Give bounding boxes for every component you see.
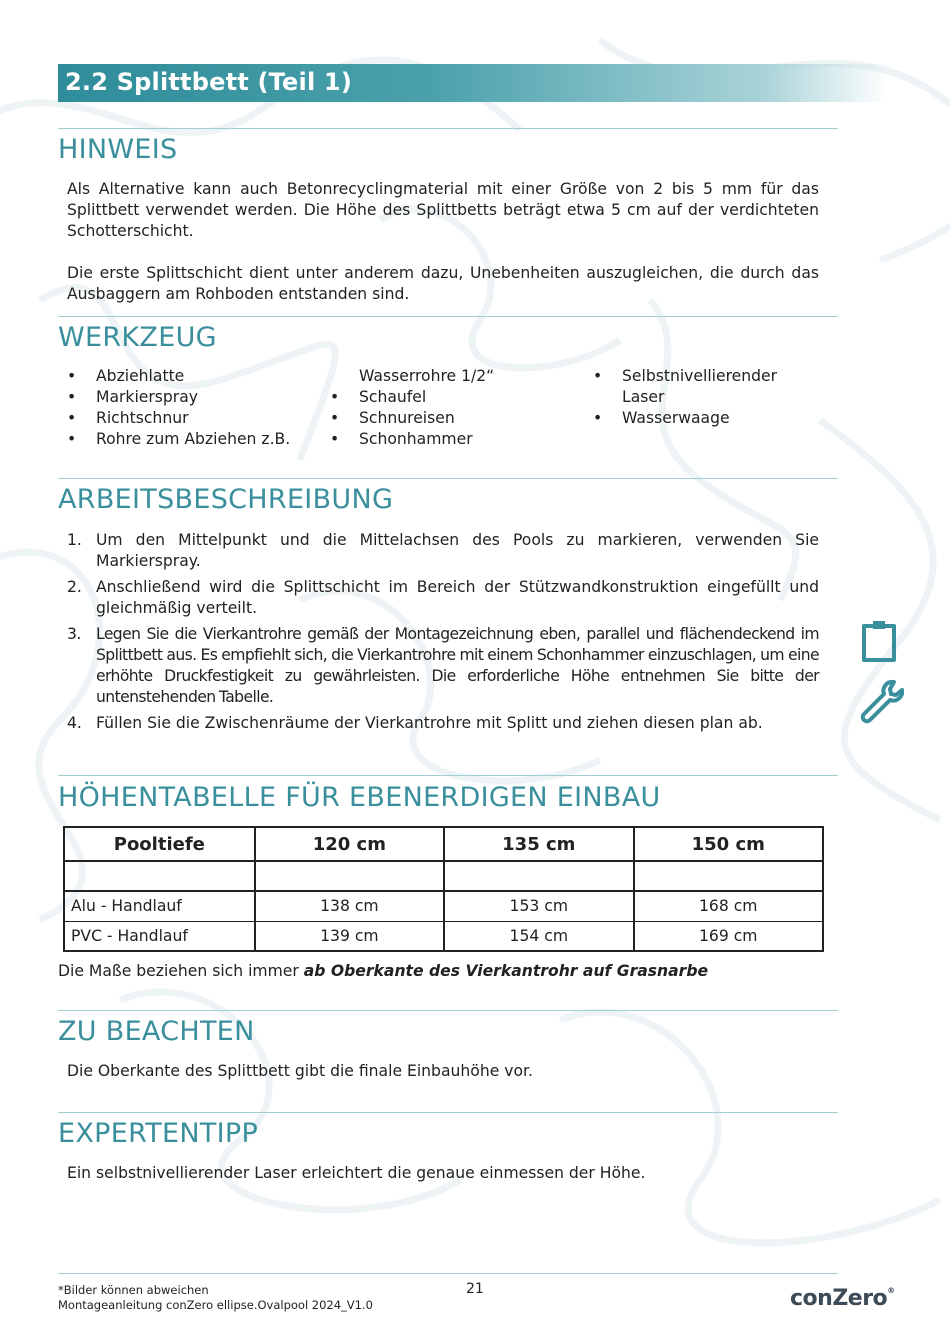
footer-divider bbox=[58, 1273, 838, 1274]
expertentipp-heading: EXPERTENTIPP bbox=[58, 1118, 259, 1149]
table-cell: 168 cm bbox=[634, 891, 823, 921]
section-divider bbox=[58, 128, 838, 129]
step-item bbox=[67, 713, 819, 734]
tool-list-column-1 bbox=[67, 366, 317, 450]
zu-beachten-heading: ZU BEACHTEN bbox=[58, 1016, 255, 1047]
list-item: • Schonhammer bbox=[330, 430, 473, 448]
list-item: • Selbstnivellierender Laser bbox=[593, 367, 778, 406]
section-divider bbox=[58, 478, 838, 479]
section-divider bbox=[58, 1112, 838, 1113]
step-text: Um den Mittelpunkt und die Mittelachsen des Pools zu markieren, verwenden Sie Markierspray. bbox=[96, 531, 819, 570]
table-row-empty bbox=[64, 861, 823, 891]
table-row bbox=[64, 891, 823, 921]
table-note-text: Die Maße beziehen sich immer bbox=[58, 962, 304, 980]
step-number: 1. bbox=[67, 531, 82, 549]
table-cell: Alu - Handlauf bbox=[64, 891, 255, 921]
step-text: Anschließend wird die Splittschicht im Bereich der Stützwandkonstruktion eingefüllt und gleichmäßig verteilt. bbox=[96, 578, 819, 617]
table-cell: PVC - Handlauf bbox=[64, 921, 255, 951]
list-item: • Schaufel bbox=[330, 388, 427, 406]
step-number: 3. bbox=[67, 625, 81, 643]
step-item bbox=[67, 530, 819, 572]
list-item: • Markierspray bbox=[67, 388, 199, 406]
footer-document-name: Montageanleitung conZero ellipse.Ovalpool 2024_V1.0 bbox=[58, 1298, 373, 1312]
conzero-logo: conZero® bbox=[790, 1286, 895, 1311]
zu-beachten-text: Die Oberkante des Splittbett gibt die finale Einbauhöhe vor. bbox=[67, 1062, 533, 1080]
list-item: • Richtschnur bbox=[67, 409, 189, 427]
list-item: • Abziehlatte bbox=[67, 367, 185, 385]
table-note-emphasis: ab Oberkante des Vierkantrohr auf Grasnarbe bbox=[303, 962, 709, 980]
table-cell: 169 cm bbox=[634, 921, 823, 951]
step-text: Füllen Sie die Zwischenräume der Vierkantrohre mit Splitt und ziehen diesen plan ab. bbox=[96, 714, 763, 732]
hoehentabelle-heading: HÖHENTABELLE FÜR EBENERDIGEN EINBAU bbox=[58, 782, 661, 813]
table-header-cell: 150 cm bbox=[634, 827, 823, 861]
expertentipp-text: Ein selbstnivellierender Laser erleichtert die genaue einmessen der Höhe. bbox=[67, 1164, 646, 1182]
arbeitsbeschreibung-heading: ARBEITSBESCHREIBUNG bbox=[58, 484, 394, 515]
table-row bbox=[64, 921, 823, 951]
footer-disclaimer: *Bilder können abweichen bbox=[58, 1283, 209, 1297]
height-table bbox=[63, 826, 824, 952]
list-item: • Schnureisen bbox=[330, 409, 455, 427]
footer-info bbox=[58, 1283, 373, 1313]
wrench-icon bbox=[858, 678, 904, 724]
table-cell bbox=[444, 861, 633, 891]
tool-list-column-3 bbox=[593, 366, 808, 429]
page-number: 21 bbox=[466, 1281, 484, 1297]
table-cell: 138 cm bbox=[255, 891, 444, 921]
table-header-cell: Pooltiefe bbox=[64, 827, 255, 861]
table-cell bbox=[64, 861, 255, 891]
list-item-continuation: Wasserrohre 1/2“ bbox=[359, 367, 495, 385]
table-cell: 139 cm bbox=[255, 921, 444, 951]
table-cell: 153 cm bbox=[444, 891, 633, 921]
step-item bbox=[67, 577, 819, 619]
table-note bbox=[58, 962, 708, 980]
clipboard-icon bbox=[858, 618, 900, 664]
step-number: 2. bbox=[67, 578, 82, 596]
list-item: • Wasserwaage bbox=[593, 409, 730, 427]
page-title-bar bbox=[58, 64, 888, 102]
list-item: • Rohre zum Abziehen z.B. bbox=[67, 430, 291, 448]
step-text: Legen Sie die Vierkantrohre gemäß der Montagezeichnung eben, parallel und flächendeckend im Splittbett aus. Es empfiehlt sich, die Vierkantrohre mit einem Schonhammer einzuschlagen, um eine erhöhte Druckfestigkeit zu gewährleisten. Die erforderliche Höhe entnehmen Sie bitte der untenstehenden Tabelle. bbox=[96, 625, 819, 706]
step-item bbox=[67, 624, 819, 708]
step-list bbox=[67, 530, 819, 739]
tool-list-column-2 bbox=[330, 366, 580, 450]
section-divider bbox=[58, 1010, 838, 1011]
table-header-row bbox=[64, 827, 823, 861]
hinweis-paragraph-1: Als Alternative kann auch Betonrecyclingmaterial mit einer Größe von 2 bis 5 mm für das Splittbett verwendet werden. Die Höhe des Splittbetts beträgt etwa 5 cm auf der verdichteten Schotterschicht. bbox=[67, 180, 819, 240]
table-cell bbox=[255, 861, 444, 891]
table-header-cell: 135 cm bbox=[444, 827, 633, 861]
hinweis-paragraph-2: Die erste Splittschicht dient unter anderem dazu, Unebenheiten auszugleichen, die durch das Ausbaggern am Rohboden entstanden sind. bbox=[67, 264, 819, 303]
hinweis-heading: HINWEIS bbox=[58, 134, 178, 165]
step-number: 4. bbox=[67, 714, 82, 732]
table-cell bbox=[634, 861, 823, 891]
section-divider bbox=[58, 316, 838, 317]
werkzeug-heading: WERKZEUG bbox=[58, 322, 217, 353]
table-header-cell: 120 cm bbox=[255, 827, 444, 861]
page-title: 2.2 Splittbett (Teil 1) bbox=[65, 68, 352, 96]
section-divider bbox=[58, 775, 838, 776]
table-cell: 154 cm bbox=[444, 921, 633, 951]
